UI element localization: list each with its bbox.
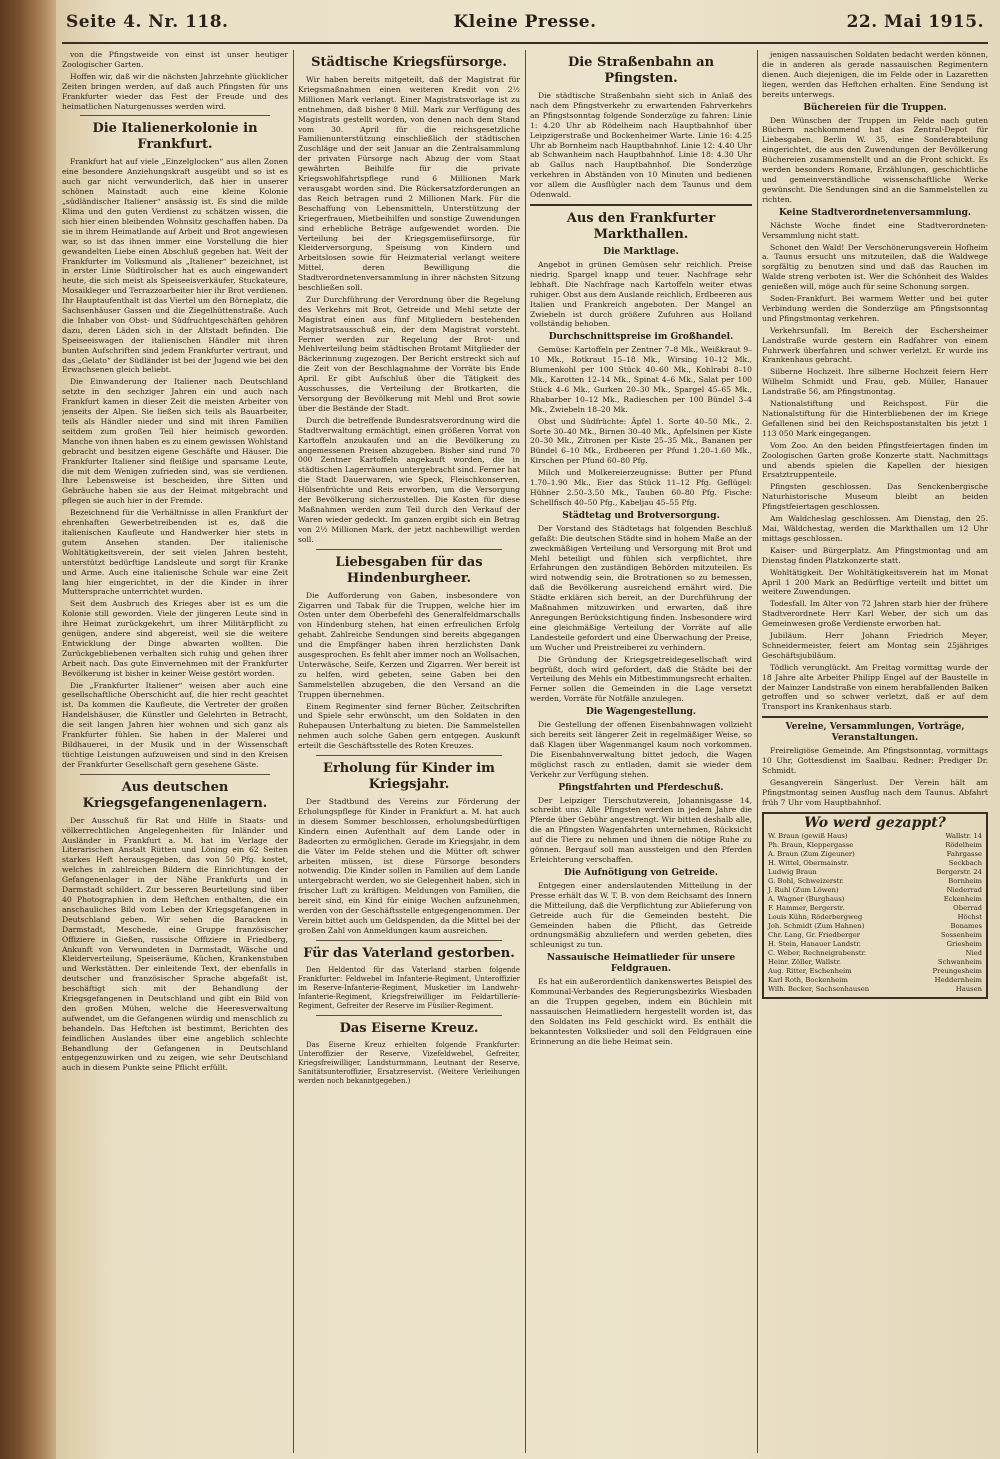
paragraph: Der Leipziger Tierschutzverein, Johannisgasse 14, schreibt uns: Alle Pfingsten werden in jedem Jahre die Pferde über Gebühr angestrengt. Wir bitten deshalb alle, die an Pfingsten Wagenfahrten unternehmen, Rücksicht auf die Tiere zu nehmen und ihnen die nötige Ruhe zu gönnen. Bergauf soll man aussteigen und den Pferden Erleichterung verschaffen.	[530, 795, 752, 864]
paragraph: Tödlich verunglückt. Am Freitag vormittag wurde der 18 Jahre alte Arbeiter Philipp Engel auf der Baustelle in der Mainzer Landstraße von einem herabfallenden Balken getroffen und so schwer verletzt, daß er auf dem Transport ins Krankenhaus starb.	[762, 662, 988, 712]
tap-directory-place: Höchst	[957, 912, 982, 921]
tap-directory-place: Nied	[965, 948, 982, 957]
paragraph: Die städtische Straßenbahn sieht sich in Anlaß des nach dem Pfingstverkehr zu erwartenden Fahrverkehrs an Pfingstsonntag folgende Sonderzüge zu fahren: Linie 1: 4.20 Uhr ab Rödelheim nach Hauptbahnhof über Leipzigerstraße und Bockenheimer Warte. Linie 16: 4.25 Uhr ab Bornheim nach Hauptbahnhof. Linie 12: 4.40 Uhr ab Schwanheim nach Hauptbahnhof. Linie 18: 4.30 Uhr ab Gallus nach Hauptbahnhof. Die Sonderzüge verkehren in Abständen von 10 Minuten und bedienen vor allem die Ausflügler nach dem Taunus und dem Odenwald.	[530, 91, 752, 200]
tap-directory-row	[768, 958, 982, 967]
page-header	[62, 8, 988, 44]
book-spine	[0, 0, 56, 1459]
paragraph: Verkehrsunfall. Im Bereich der Eschersheimer Landstraße wurde gestern ein Radfahrer von einem Fuhrwerk überfahren und schwer verletzt. Er wurde ins Krankenhaus gebracht.	[762, 325, 988, 365]
divider	[316, 1015, 502, 1016]
tap-directory-row	[768, 832, 982, 841]
tap-directory-host: Chr. Lang, Gr. Friedberger	[768, 930, 861, 939]
paragraph: Der Stadtbund des Vereins zur Förderung der Erholungspflege für Kinder in Frankfurt a. M. hat auch in diesem Sommer beschlossen, erholungsbedürftigen Kindern einen Aufenthalt auf dem Lande oder in Badeorten zu ermöglichen. Gerade im Kriegsjahr, in dem die Väter im Felde stehen und die Mütter oft schwer arbeiten müssen, ist diese Fürsorge besonders notwendig. Die Kinder sollen in Familien auf dem Lande untergebracht werden, wo sie Gelegenheit haben, sich in frischer Luft zu kräftigen. Meldungen von Familien, die bereit sind, ein Kind für einige Wochen aufzunehmen, werden von der Geschäftsstelle entgegengenommen. Der Verein bittet auch um Geldspenden, da die Mittel bei der großen Zahl von Anmeldungen kaum ausreichen.	[298, 797, 520, 935]
tap-directory-place: Niederrad	[946, 885, 982, 894]
paragraph: Den Heldentod für das Vaterland starben folgende Frankfurter: Feldwebel im Infanterie-Regiment, Unteroffizier im Reserve-Infanterie-Regiment, Musketier im Landwehr-Infanterie-Regiment, Kriegsfreiwilliger im Feldartillerie-Regiment, Gefreiter der Reserve im Füsilier-Regiment.	[298, 965, 520, 1010]
headline: Die Italienerkolonie in Frankfurt.	[92, 121, 258, 153]
tap-directory-row	[768, 886, 982, 895]
paragraph: jenigen nassauischen Soldaten bedacht werden können, die in anderen als gerade nassauischen Regimentern dienen. Auch diejenigen, die im Felde oder in Lazaretten liegen, werden das Heftchen erhalten. Eine Sendung ist bereits unterwegs.	[762, 50, 988, 99]
paragraph: Jubiläum. Herr Johann Friedrich Meyer, Schneidermeister, feiert am Montag sein 25jähriges Geschäftsjubiläum.	[762, 631, 988, 660]
paragraph: Den Wünschen der Truppen im Felde nach guten Büchern nachkommend hat das Zentral-Depot für Liebesgaben, Berlin W. 35, eine Sonderabteilung eingerichtet, die aus den Zuwendungen der Bevölkerung Büchereien zusammenstellt und an die Front schickt. Es werden besonders Romane, Erzählungen, geschichtliche und gemeinverständliche wissenschaftliche Werke gewünscht. Die Sendungen sind an die Sammelstellen zu richten.	[762, 115, 988, 204]
paragraph: Todesfall. Im Alter von 72 Jahren starb hier der frühere Stadtverordnete Herr Karl Weber, der sich um das Gemeinwesen große Verdienste erworben hat.	[762, 599, 988, 629]
paragraph: Freireligiöse Gemeinde. Am Pfingstsonntag, vormittags 10 Uhr, Gottesdienst im Saalbau. Redner: Prediger Dr. Schmidt.	[762, 746, 988, 776]
paragraph: Vom Zoo. An den beiden Pfingstfeiertagen finden im Zoologischen Garten große Konzerte statt. Nachmittags und abends spielen die Kapellen der hiesigen Ersatztruppenteile.	[762, 440, 988, 480]
subheadline: Städtetag und Brotversorgung.	[562, 510, 720, 521]
paragraph: Der Ausschuß für Rat und Hilfe in Staats- und völkerrechtlichen Angelegenheiten für Inländer und Ausländer in Frankfurt a. M. hat im Verlage der Literarischen Anstalt Rütten und Löning ein 62 Seiten starkes Heft herausgegeben, das von 50 Pfg. kostet, welches in zahlreichen Bildern die Einrichtungen der Gefangenenlager in der Nähe Frankfurts und in Darmstadt schildert. Zur besseren Beurteilung sind über 40 Photographien in dem Heftchen enthalten, die ein anschauliches Bild vom Leben der Kriegsgefangenen in Deutschland geben. Wir sehen die Baracken in Darmstadt, Meschede, eine Gruppe französischer Offiziere in Gießen, russische Offiziere in Friedberg, Ankunft von Verwundeten in Darmstadt, Wäsche und Kleiderverteilung, Speiseräume, Küchen, Krankenstuben und Werkstätten. Der einleitende Text, der ebenfalls in deutscher und französischer Sprache abgefaßt ist, beschäftigt sich mit der Behandlung der Kriegsgefangenen in Deutschland und gibt ein Bild von den großen Mühen, welche die Heeresverwaltung aufwendet, um die Gefangenen würdig und menschlich zu behandeln. Das Heftchen ist bestimmt, Berichten des feindlichen Auslandes über eine angeblich schlechte Behandlung der Gefangenen in Deutschland entgegenzuwirken und zu zeigen, wie sehr Deutschland auch in diesem Punkte seine Pflicht erfüllt.	[62, 815, 288, 1073]
column-2	[298, 50, 520, 1453]
tap-directory-host: Wilh. Becker, Sachsenhausen	[768, 984, 870, 993]
tap-directory-row	[768, 841, 982, 850]
paragraph: Frankfurt hat auf viele „Einzelglocken“ aus allen Zonen eine besondere Anziehungskraft ausgeübt und so ist es auch gar nicht verwunderlich, daß hier in unserer schönen Mainstadt auch eine kleine Kolonie „südländischer Italiener“ ansässig ist. Es sind die milde Klima und den guten Verdienst zu schätzen wissen, die sich hier einen bleibenden Wohnsitz geschaffen haben. Da sie in ihrem Heimatlande auf Arbeit und Brot angewiesen war, so ist das ihnen immer eine Vorstellung die hier gewandelten Liebe einen Abschluß gegeben hat. Weit der Frankfurter im Volksmund als „Italiener“ bezeichnet, ist in erster Linie Südtirolscher hat es auch eingewandert heute, die sich meist als Speiseeisverkäufer, Stuckateure, Mosaikleger und Terrazzoarbeiter hier ihr Brot verdienen. Ihr Hauptaufenthalt ist das Viertel um den Börneplatz, die Sachsenhäuser Gassen und die Ziegelhüttenstraße. Auch die Inhaber von Obst- und Südfruchtgeschäften gehören dazu, deren Läden sich in der Altstadt befinden. Die Speiseeiswagen der italienischen Händler mit ihren bunten Aufschriften sind jedem Frankfurter vertraut, und das „Gelato“ der Südländer ist bei der Jugend wie bei den Erwachsenen gleich beliebt.	[62, 157, 288, 375]
headline: Aus den Frankfurter Markthallen.	[566, 210, 716, 242]
tap-directory-row	[768, 922, 982, 931]
headline: Die Straßenbahn an Pfingsten.	[567, 55, 715, 86]
subheadline: Die Wagengestellung.	[585, 707, 697, 718]
paragraph: Durch die betreffende Bundesratsverordnung wird die Stadtverwaltung ermächtigt, einen größeren Vorrat von Kartoffeln anzukaufen und an die Bevölkerung zu angemessenen Preisen abzugeben. Bisher sind rund 70 000 Zentner Kartoffeln angekauft worden, die in städtischen Lagerräumen untergebracht sind. Ferner hat die Stadt Dauerwaren, wie Speck, Fleischkonserven, Hülsenfrüchte und Reis erworben, um die Versorgung der Bevölkerung sicherzustellen. Die Kosten für diese Maßnahmen werden zum Teil durch den Verkauf der Waren wieder gedeckt. Im ganzen ergibt sich ein Betrag von 2½ Millionen Mark, der jetzt nachbewilligt werden soll.	[298, 415, 520, 544]
tap-directory-place: Seckbach	[948, 858, 982, 867]
tap-directory-row	[768, 904, 982, 913]
paragraph: Der Vorstand des Städtetags hat folgenden Beschluß gefaßt: Die deutschen Städte sind in hohem Maße an der zweckmäßigen Verteilung und Versorgung mit Brot und Mehl beteiligt und fühlen sich verpflichtet, ihre Erfahrungen den zuständigen Behörden mitzuteilen. Es wird notwendig sein, die Brotrationen so zu bemessen, daß die Bevölkerung ausreichend ernährt wird. Die Städte erklären sich bereit, an der Durchführung der Maßnahmen mitzuwirken und erwarten, daß ihre Anregungen Berücksichtigung finden. Insbesondere wird eine gleichmäßige Verteilung der Vorräte auf alle Landesteile gefordert und eine Überwachung der Preise, um Wucher und Preistreiberei zu verhindern.	[530, 523, 752, 652]
tap-directory-place: Griesheim	[946, 939, 982, 948]
tap-directory-place: Bonames	[950, 921, 982, 930]
divider	[316, 755, 502, 756]
tap-directory-host: Ph. Braun, Kleppergasse	[768, 840, 854, 849]
subheadline: Durchschnittspreise im Großhandel.	[548, 332, 734, 343]
tap-directory-row	[768, 967, 982, 976]
column-rule	[293, 50, 294, 1453]
subheadline: Die Aufnötigung von Getreide.	[564, 867, 718, 878]
paragraph: Obst und Südfrüchte: Äpfel 1. Sorte 40–50 Mk., 2. Sorte 30–40 Mk., Birnen 30–40 Mk., Apfelsinen per Kiste 20–30 Mk., Zitronen per Kiste 25–35 Mk., Bananen per Bündel 6–10 Mk., Erdbeeren per Pfund 1.20–1.60 Mk., Kirschen per Pfund 60–80 Pfg.	[530, 416, 752, 466]
divider	[316, 940, 502, 941]
column-rule	[757, 50, 758, 1453]
paragraph: Entgegen einer anderslautenden Mitteilung in der Presse erhält das W. T. B. von dem Reichsamt des Innern die Mitteilung, daß die Verpflichtung zur Ablieferung von Getreide auch für die Gemeinden besteht. Die Gemeinden haben die Pflicht, das Getreide ordnungsmäßig abzuliefern und werden gebeten, dies schleunigst zu tun.	[530, 880, 752, 950]
divider	[530, 204, 752, 206]
paragraph: Hoffen wir, daß wir die nächsten Jahrzehnte glücklicher Zeiten bringen werden, auf daß auch Pfingsten für uns Frankfurter wieder das Fest der Freude und des heimatlichen Naturgenusses werden wird.	[62, 71, 288, 111]
tap-directory-place: Oberrad	[953, 903, 982, 912]
tap-directory-row	[768, 940, 982, 949]
headline: Städtische Kriegsfürsorge.	[311, 55, 507, 70]
subheadline: Keine Stadtverordnetenversammlung.	[778, 207, 972, 218]
paragraph: Silberne Hochzeit. Ihre silberne Hochzeit feiern Herr Wilhelm Schmidt und Frau, geb. Müller, Hanauer Landstraße 56, am Pfingstmontag.	[762, 367, 988, 397]
divider	[80, 774, 270, 775]
tap-directory-row	[768, 868, 982, 877]
paragraph: von die Pfingstweide von einst ist unser heutiger Zoologischer Garten.	[62, 50, 288, 69]
divider	[762, 716, 988, 718]
paragraph: Milch und Molkereierzeugnisse: Butter per Pfund 1.70–1.90 Mk., Eier das Stück 11–12 Pfg. Geflügel: Hühner 2.50–3.50 Mk., Tauben 60–80 Pfg. Fische: Schellfisch 40–50 Pfg., Kabeljau 45–55 Pfg.	[530, 468, 752, 507]
divider	[80, 115, 270, 116]
headline: Aus deutschen Kriegsgefangenenlagern.	[82, 779, 268, 811]
tap-directory-row	[768, 877, 982, 886]
tap-directory-host: H. Wittel, Obermainstr.	[768, 858, 849, 867]
tap-directory-host: W. Braun (gewiß Haus)	[768, 831, 848, 840]
issue-date: 22. Mai 1915.	[846, 12, 984, 32]
tap-directory-row	[768, 913, 982, 922]
subheadline: Nassauische Heimatlieder für unsere Feldgrauen.	[546, 953, 736, 975]
tap-directory-place: Schwanheim	[937, 957, 982, 966]
tap-directory-place: Preungesheim	[932, 966, 982, 975]
column-3	[530, 50, 752, 1453]
tap-directory-row	[768, 895, 982, 904]
tap-directory-host: Karl Roth, Bockenheim	[768, 975, 848, 984]
tap-directory-host: Ludwig Braun	[768, 867, 817, 876]
tap-directory-place: Eckenheim	[943, 894, 982, 903]
paragraph: Zur Durchführung der Verordnung über die Regelung des Verkehrs mit Brot, Getreide und Mehl setzte der Magistrat einen aus fünf Mitgliedern bestehenden Magistratsausschuß ein, der dem Magistrat vorsteht. Ferner werden zur Regelung der Brot- und Mehlverteilung beim städtischen Brotamt Mitglieder der Bäckerinnung zugezogen. Der Bericht erstreckt sich auf die Zeit von der Beschlagnahme der Vorräte bis Ende April. Er gibt Aufschluß über die Tätigkeit des Ausschusses, die Verteilung der Brotkarten, die Versorgung der Bevölkerung mit Mehl und Brot sowie über die Bestände der Stadt.	[298, 294, 520, 413]
paragraph: Es hat ein außerordentlich dankenswertes Beispiel des Kommunal-Verbandes des Regierungsbezirks Wiesbaden an die Truppen gegeben, indem ein Büchlein mit nassauischen Heimatliedern hergestellt worden ist, das den Soldaten ins Feld geschickt wird. Es enthält die bekanntesten Volkslieder und soll den Feldgrauen eine Erinnerung an die liebe Heimat sein.	[530, 977, 752, 1046]
column-4	[762, 50, 988, 1453]
paragraph: Bezeichnend für die Verhältnisse in allen Frankfurt der ehrenhaften Gewerbetreibenden ist es, daß die italienischen Kaufleute und Handwerker hier stets in gutem Ansehen standen. Der italienische Wohltätigkeitsverein, der seit vielen Jahren besteht, unterstützt bedürftige Landsleute und sorgt für Kranke und Arme. Auch eine italienische Schule war eine Zeit lang hier eingerichtet, in der die Kinder in ihrer Muttersprache unterrichtet wurden.	[62, 508, 288, 597]
tap-directory-box	[762, 812, 988, 999]
paragraph: Gemüse: Kartoffeln per Zentner 7–8 Mk., Weißkraut 9–10 Mk., Rotkraut 15–18 Mk., Wirsing 10–12 Mk., Blumenkohl per 100 Stück 40–60 Mk., Kohlrabi 8–10 Mk., Karotten 12–14 Mk., Spinat 4–6 Mk., Salat per 100 Stück 4–6 Mk., Gurken 20–30 Mk., Spargel 45–65 Mk., Rhabarber 10–12 Mk., Radieschen per 100 Bündel 3–4 Mk., Zwiebeln 18–20 Mk.	[530, 345, 752, 414]
headline: Erholung für Kinder im Kriegsjahr.	[323, 761, 495, 793]
paragraph: Die Gründung der Kriegsgetreidegesellschaft wird begrüßt, doch wird gefordert, daß die Städte bei der Verteilung des Mehls ein Mitbestimmungsrecht erhalten. Ferner sollen die Gemeinden in die Lage versetzt werden, Vorräte für Notfälle anzulegen.	[530, 654, 752, 704]
tap-directory-title: Wo werd gezappt?	[804, 814, 946, 831]
paragraph: Am Waldcheslag geschlossen. Am Dienstag, den 25. Mai, Wäldchestag, werden die Markthallen um 12 Uhr mittags geschlossen.	[762, 514, 988, 543]
paragraph: Soden-Frankfurt. Bei warmem Wetter und bei guter Verbindung werden die Sonderzüge am Pfingstsonntag und Pfingstmontag verkehren.	[762, 294, 988, 323]
paragraph: Kaiser- und Bürgerplatz. Am Pfingstmontag und am Dienstag finden Platzkonzerte statt.	[762, 545, 988, 565]
paragraph: Die Aufforderung von Gaben, insbesondere von Zigarren und Tabak für die Truppen, welche hier im Osten unter dem Oberbefehl des Generalfeldmarschalls von Hindenburg stehen, hat einen erfreulichen Erfolg gehabt. Zahlreiche Sendungen sind bereits abgegangen und die Empfänger haben ihren herzlichsten Dank ausgesprochen. Es fehlt aber immer noch an Wollsachen, Unterwäsche, Seife, Kerzen und Zigarren. Wer bereit ist zu helfen, wird gebeten, seine Gaben bei den Sammelstellen abzugeben, die den Versand an die Truppen übernehmen.	[298, 590, 520, 699]
paragraph: Schonet den Wald! Der Verschönerungsverein Hofheim a. Taunus ersucht uns mitzuteilen, daß die Waldwege sorgfältig zu benutzen sind und daß das Rauchen im Walde streng verboten ist. Wer die Schönheit des Waldes genießen will, möge auch für seine Schonung sorgen.	[762, 242, 988, 292]
tap-directory-place: Bergerstr. 24	[936, 867, 982, 876]
paragraph: Nächste Woche findet eine Stadtverordneten-Versammlung nicht statt.	[762, 220, 988, 240]
tap-directory-row	[768, 949, 982, 958]
headline: Das Eiserne Kreuz.	[339, 1020, 479, 1036]
tap-directory-host: A. Wagner (Burghaus)	[768, 894, 845, 903]
columns	[62, 50, 988, 1453]
masthead: Kleine Presse.	[453, 12, 597, 32]
tap-directory-host: Joh. Schmidt (Zum Hahnen)	[768, 921, 865, 930]
tap-directory-place: Fahrgasse	[946, 849, 982, 858]
tap-directory-host: C. Weber, Rechneigrabenstr.	[768, 948, 867, 957]
tap-directory-place: Heddernheim	[934, 975, 982, 984]
subheadline: Büchereien für die Truppen.	[803, 102, 947, 113]
tap-directory-place: Bornheim	[948, 876, 982, 885]
paragraph: Pfingsten geschlossen. Das Senckenbergische Naturhistorische Museum bleibt an beiden Pfingstfeiertagen geschlossen.	[762, 482, 988, 512]
paragraph: Nationalstiftung und Reichspost. Für die Nationalstiftung für die Hinterbliebenen der im Kriege Gefallenen sind bei den Reichspostanstalten bis jetzt 1 113 050 Mark eingegangen.	[762, 399, 988, 438]
paragraph: Einem Regimenter sind ferner Bücher, Zeitschriften und Spiele sehr erwünscht, um den Soldaten in den Ruhepausen Unterhaltung zu bieten. Die Sammelstellen nehmen auch solche Gaben gern entgegen. Auskunft erteilt die Geschäftsstelle des Roten Kreuzes.	[298, 701, 520, 751]
headline: Für das Vaterland gestorben.	[303, 945, 515, 961]
paragraph: Die Einwanderung der Italiener nach Deutschland setzte in den sechziger Jahren ein und auch nach Frankfurt kamen in dieser Zeit die meisten Arbeiter von jenseits der Alpen. Sie ließen sich teils als Bauarbeiter, teils als Händler nieder und sind mit ihren Familien seitdem zum großen Teil hier heimisch geworden. Manche von ihnen haben es zu einem gewissen Wohlstand gebracht und besitzen eigene Geschäfte und Häuser. Die Frankfurter Italiener sind fleißige und sparsame Leute, die mit dem Wenigen zufrieden sind, was sie verdienen. Ihre Lebensweise ist bescheiden, ihre Sitten und Gebräuche haben sie aus der Heimat mitgebracht und pflegen sie auch hier in der Fremde.	[62, 377, 288, 506]
tap-directory-place: Hausen	[955, 984, 982, 993]
paragraph: Seit dem Ausbruch des Krieges aber ist es um die Kolonie still geworden. Viele der jüngeren Leute sind in ihre Heimat zurückgekehrt, um ihrer Militärpflicht zu genügen, andere sind abgereist, weil sie die weitere Entwicklung der Dinge abwarten wollten. Die Zurückgebliebenen verhalten sich ruhig und gehen ihrer Arbeit nach. Das gute Einvernehmen mit der Frankfurter Bevölkerung ist bisher in keiner Weise gestört worden.	[62, 599, 288, 678]
tap-directory-host: J. Ruhl (Zum Löwen)	[768, 885, 839, 894]
column-rule	[525, 50, 526, 1453]
subheadline: Pfingstfahrten und Pferdeschuß.	[558, 782, 724, 793]
tap-directory-host: H. Stein, Hanauer Landstr.	[768, 939, 861, 948]
column-1	[62, 50, 288, 1453]
paragraph: Wohltätigkeit. Der Wohltätigkeitsverein hat im Monat April 1 200 Mark an Bedürftige verteilt und bittet um weitere Zuwendungen.	[762, 567, 988, 597]
tap-directory-host: Heinr. Zöller, Wallstr.	[768, 957, 842, 966]
tap-directory-place: Wallstr. 14	[945, 831, 982, 840]
tap-directory-row	[768, 859, 982, 868]
tap-directory-place: Sossenheim	[940, 930, 982, 939]
tap-directory-host: G. Bohl, Schweizerstr.	[768, 876, 845, 885]
newspaper-page	[56, 0, 1000, 1459]
paragraph: Die Gestellung der offenen Eisenbahnwagen vollzieht sich bereits seit längerer Zeit in regelmäßiger Weise, so daß Klagen über Wagenmangel kaum noch vorkommen. Die Eisenbahnverwaltung bittet jedoch, die Wagen möglichst rasch zu entladen, damit sie wieder dem Verkehr zur Verfügung stehen.	[530, 720, 752, 779]
tap-directory-host: F. Hammer, Bergerstr.	[768, 903, 845, 912]
tap-directory-place: Rödelheim	[945, 840, 982, 849]
tap-directory-row	[768, 931, 982, 940]
paragraph: Das Eiserne Kreuz erhielten folgende Frankfurter: Unteroffizier der Reserve, Vizefeldwebel, Gefreiter, Kriegsfreiwilliger, Landsturmmann, Leutnant der Reserve, Sanitätsunteroffizier, Ersatzreservist. (Weitere Verleihungen werden noch bekanntgegeben.)	[298, 1040, 520, 1085]
tap-directory-row	[768, 976, 982, 985]
paragraph: Gesangverein Sängerlust. Der Verein hält am Pfingstmontag seinen Ausflug nach dem Taunus. Abfahrt früh 7 Uhr vom Hauptbahnhof.	[762, 778, 988, 807]
paragraph: Die „Frankfurter Italiener“ weisen aber auch eine gesellschaftliche Oberschicht auf, die hier recht geachtet ist. Da kommen die Kaufleute, die Vertreter der großen Handelshäuser, die Künstler und Gelehrten in Betracht, die seit langen Jahren hier wohnen und sich ganz als Frankfurter fühlen. Sie haben in der Malerei und Bildhauerei, in der Musik und in der Wissenschaft tüchtige Leistungen aufzuweisen und sind in den Kreisen der Frankfurter Gesellschaft gern gesehene Gäste.	[62, 680, 288, 769]
divider	[316, 549, 502, 550]
tap-directory-list	[768, 832, 982, 994]
subheadline: Vereine, Versammlungen, Vorträge, Veranstaltungen.	[785, 722, 965, 744]
tap-directory-host: Aug. Ritter, Eschenheim	[768, 966, 852, 975]
page-number: Seite 4. Nr. 118.	[66, 12, 229, 32]
tap-directory-host: Louis Kühn, Röderbergweg	[768, 912, 863, 921]
subheadline: Die Marktlage.	[603, 246, 679, 257]
paragraph: Angebot in grünen Gemüsen sehr reichlich. Preise niedrig. Spargel knapp und teuer. Nachfrage sehr lebhaft. Die Nachfrage nach Kartoffeln weiter etwas ruhiger. Obst aus dem Auslande reichlich, Erdbeeren aus Italien und Frankreich angeboten. Der Mangel an Zwiebeln ist durch größere Zufuhren aus Holland vollständig behoben.	[530, 259, 752, 329]
tap-directory-host: A. Braun (Zum Zigeuner)	[768, 849, 855, 858]
paragraph: Wir haben bereits mitgeteilt, daß der Magistrat für Kriegsmaßnahmen einen weiteren Kredit von 2½ Millionen Mark verlangt. Einer Magistratsvorlage ist zu entnehmen, daß bisher 8 Mill. Mark zur Verfügung des Magistrats gestellt worden, von denen nach dem Stand vom 30. April für die reichsgesetzliche Familienunterstützung einschließlich der städtischen Zuschläge und der seit Januar an die Zentralsammlung der privaten Fürsorge nach Abzug der vom Staat gewährten Beihilfe für die private Kriegswohlfahrtspflege rund 6 Millionen Mark verausgabt worden sind. Die Rückersatzforderungen an das Reich betragen rund 2 Millionen Mark. Für die Beschaffung von Lebensmitteln, Unterstützung der Kriegerfrauen, Mietbeihilfen und sonstige Zuwendungen sind erhebliche Beträge aufgewendet worden. Die Verteilung bei der Kriegsgemüsefürsorge, für Kleiderversorgung, Speisung von Kindern und Arbeitslosen sowie für Heizmaterial verlangt weitere Mittel, deren Bewilligung die Stadtverordnetenversammlung in ihrer nächsten Sitzung beschließen soll.	[298, 75, 520, 293]
tap-directory-row	[768, 985, 982, 994]
tap-directory-row	[768, 850, 982, 859]
headline: Liebesgaben für das Hindenburgheer.	[335, 554, 483, 586]
